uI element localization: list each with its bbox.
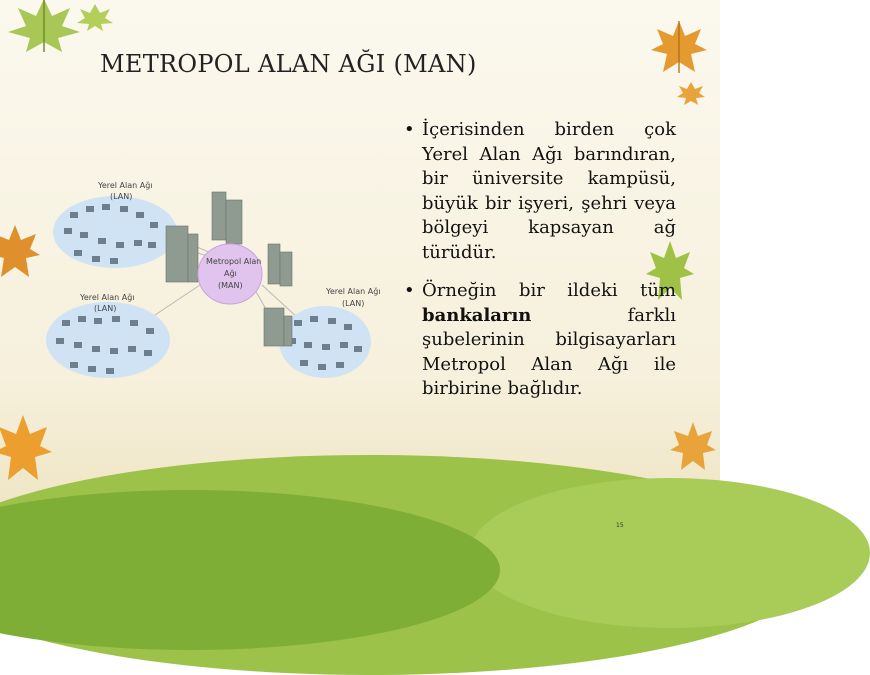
page-number: 15: [616, 522, 624, 529]
lan-cloud-bottom-left: [46, 302, 170, 378]
orange-leaf-icon: [650, 18, 708, 76]
orange-leaf-icon: [4, 0, 84, 54]
bullet-marker: •: [404, 119, 415, 140]
lan-label-bottom-left-line1: Yerel Alan Ağı: [80, 293, 135, 302]
bullet-bold-text: bankaların: [422, 304, 532, 326]
man-label-line1: Metropol Alan: [206, 257, 262, 266]
man-network-diagram: [40, 170, 381, 400]
lan-label-top-left-line2: (LAN): [110, 192, 133, 201]
bullet-text-before: Örneğin bir ildeki tüm: [422, 280, 676, 301]
orange-leaf-icon: [0, 412, 52, 482]
lan-label-right-line1: Yerel Alan Ağı: [326, 287, 381, 296]
bullet-marker: •: [404, 280, 415, 301]
lan-label-right-line2: (LAN): [342, 299, 365, 308]
bullet-text-after: farklı şubelerinin bilgisayarları Metropol Alan Ağı ile birbirine bağlıdır.: [422, 304, 676, 399]
green-leaf-icon: [76, 2, 114, 32]
grass-hill-right: [470, 478, 870, 628]
slide-title: METROPOL ALAN AĞI (MAN): [100, 50, 477, 78]
orange-leaf-icon: [0, 222, 40, 280]
bullet-item: [404, 279, 676, 402]
orange-leaf-icon: [670, 420, 716, 472]
bullet-list: [404, 118, 676, 416]
lan-cloud-top-left: [53, 196, 177, 268]
man-label-line3: (MAN): [218, 281, 243, 290]
orange-leaf-icon: [676, 80, 706, 106]
man-label-line2: Ağı: [224, 269, 237, 278]
bullet-item: [404, 118, 676, 265]
lan-label-top-left-line1: Yerel Alan Ağı: [98, 181, 153, 190]
lan-cloud-right: [279, 306, 371, 378]
lan-label-bottom-left-line2: (LAN): [94, 304, 117, 313]
bullet-text: İçerisinden birden çok Yerel Alan Ağı barındıran, bir üniversite kampüsü, büyük bir işyeri, şehri veya bölgeyi kapsayan ağ türüdür.: [422, 119, 676, 263]
